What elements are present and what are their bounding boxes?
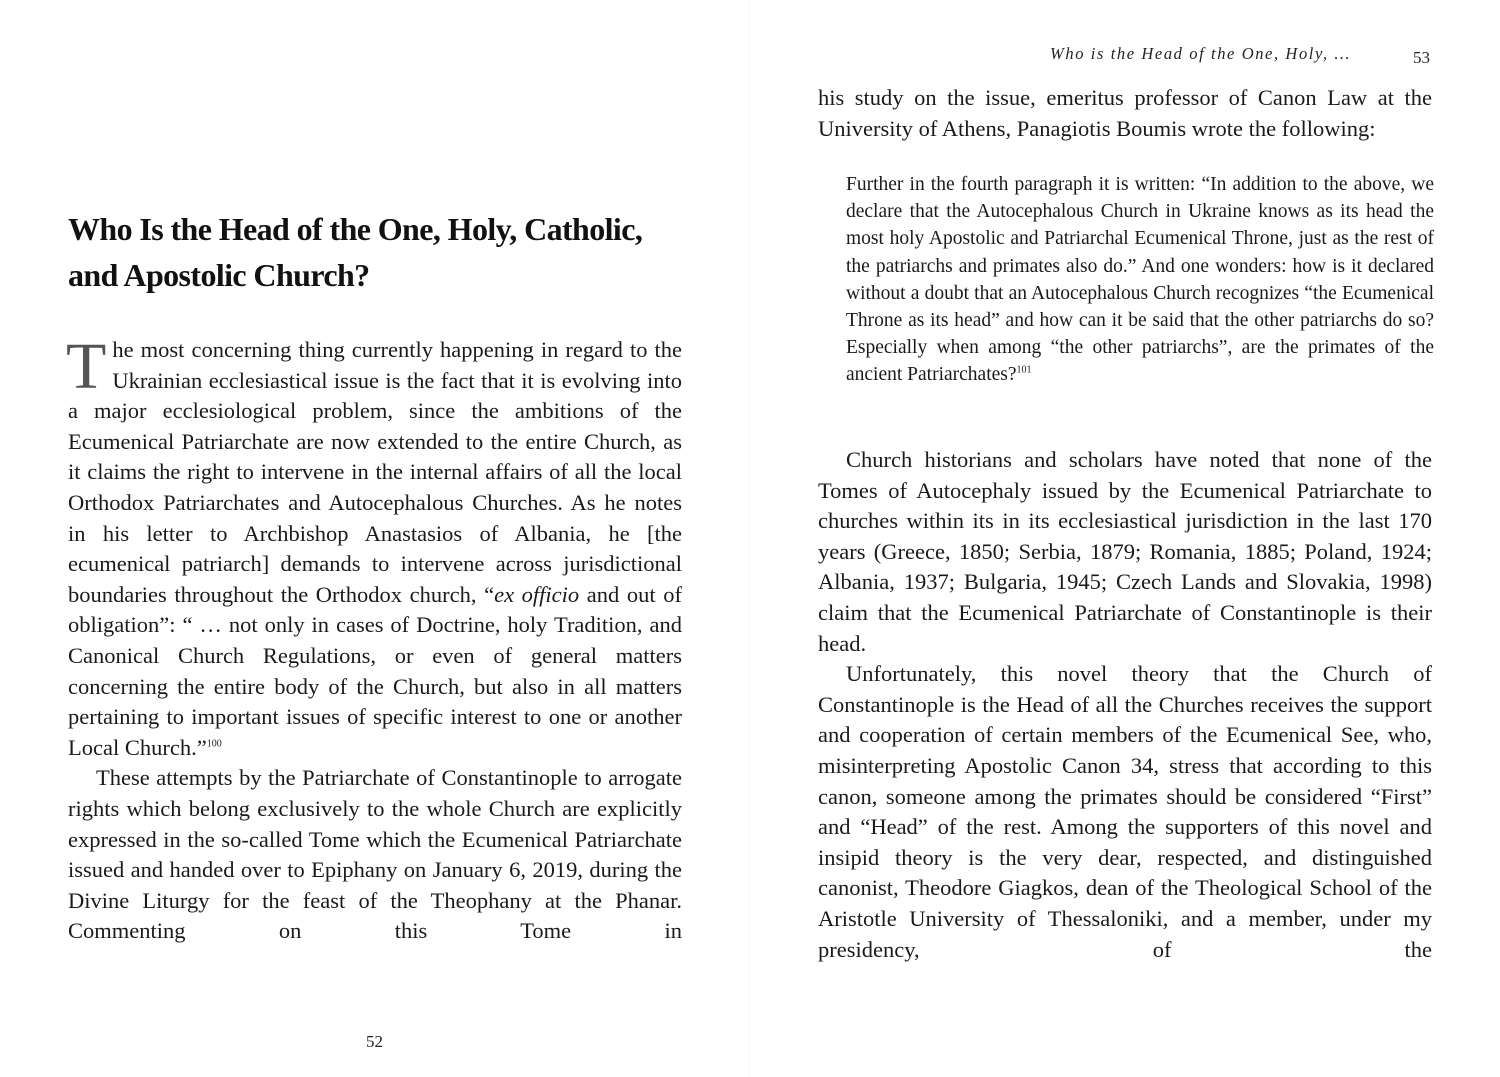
page-number-left: 52 — [366, 1032, 383, 1051]
running-head: Who is the Head of the One, Holy, … — [1050, 44, 1351, 63]
italic-phrase: ex officio — [494, 581, 580, 607]
paragraph-text: he most concerning thing currently happening in regard to the Ukrainian ecclesiastical issue is the fact that it is evolving into a major ecclesiological problem, since the ambitions of the Ecumenical Patriarchate are now extended to the entire Church, as it claims the right to intervene in the internal affairs of all the local Orthodox Patriarchates and Autocephalous Churches. As he notes in his letter to Archbishop Anastasios of Albania, he [the ecumenical patriarch] demands to intervene across jurisdictional boundaries throughout the Orthodox church, “ — [68, 337, 682, 607]
block-quote — [846, 171, 1434, 389]
page-number-right: 53 — [1413, 48, 1430, 67]
paragraph-1 — [66, 330, 682, 763]
left-body-text — [66, 330, 682, 947]
paragraph-2: These attempts by the Patriarchate of Constantinople to arrogate rights which belong exclusively to the whole Church are explicitly expressed in the so-called Tome which the Ecumenical Patriarchate issued and handed over to Epiphany on January 6, 2019, during the Divine Liturgy for the feast of the Theophany at the Phanar. Commenting on this Tome in — [68, 765, 682, 944]
right-body-text — [818, 445, 1432, 965]
chapter-title: Who Is the Head of the One, Holy, Catholic, and Apostolic Church? — [68, 211, 643, 293]
continuation-text — [818, 83, 1432, 144]
paragraph-4: Unfortunately, this novel theory that the Church of Constantinople is the Head of all the Churches receives the support and cooperation of certain members of the Ecumenical See, who, misinterpreting Apostolic Canon 34, stress that according to this canon, someone among the primates should be considered “First” and “Head” of the rest. Among the supporters of this novel and insipid theory is the very dear, respected, and distinguished canonist, Theodore Giagkos, dean of the Theological School of the Aristotle University of Thessaloniki, and a member, under my presidency, of the — [818, 661, 1432, 962]
right-page — [750, 0, 1500, 1077]
drop-cap: T — [66, 330, 107, 403]
continuation-paragraph: his study on the issue, emeritus professor of Canon Law at the University of Athens, Panagiotis Boumis wrote the following: — [818, 85, 1432, 141]
footnote-ref-101[interactable]: 101 — [1016, 364, 1032, 376]
block-quote-text: Further in the fourth paragraph it is written: “In addition to the above, we declare that the Autocephalous Church in Ukraine knows as its head the most holy Apostolic and Patriarchal Ecumenical Throne, just as the rest of the patriarchs and primates also do.” And one wonders: how is it declared without a doubt that an Autocephalous Church recognizes “the Ecumenical Throne as its head” and how can it be said that the other patriarchs do so? Especially when among “the other patriarchs”, are the primates of the ancient Patriarchates? — [846, 174, 1434, 386]
footnote-ref-100[interactable]: 100 — [206, 738, 222, 750]
paragraph-3: Church historians and scholars have noted that none of the Tomes of Autocephaly issued by the Ecumenical Patriarchate to churches within its in its ecclesiastical jurisdiction in the last 170 years (Greece, 1850; Serbia, 1879; Romania, 1885; Poland, 1924; Albania, 1937; Bulgaria, 1945; Czech Lands and Slovakia, 1998) claim that the Ecumenical Patriarchate of Constantinople is their head. — [818, 447, 1432, 656]
paragraph-text: and out of obligation”: “ … not only in cases of Doctrine, holy Tradition, and Canonical Church Regulations, or even of general matters concerning the entire body of the Church, but also in all matters pertaining to important issues of specific interest to one or another Local Church.” — [68, 581, 682, 760]
